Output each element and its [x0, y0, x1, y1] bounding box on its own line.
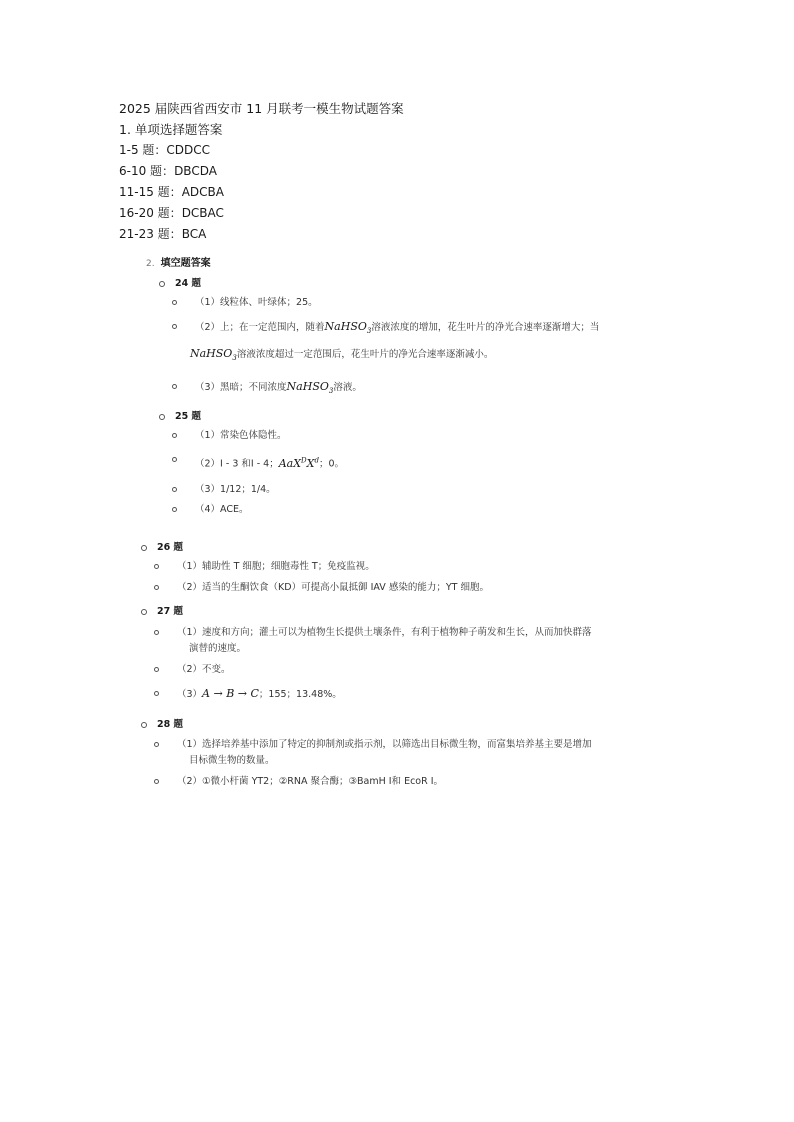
answer-25-4: [195, 502, 249, 518]
mc-range: 16-20 题：: [119, 206, 182, 220]
answer-28-2: [177, 774, 443, 790]
section-fill-heading: [146, 254, 211, 269]
bullet-icon: [172, 384, 177, 389]
answer-text: ；0。: [319, 458, 345, 470]
answer-25-2: [195, 452, 344, 473]
question-label: 26 题: [157, 542, 184, 553]
answer-24-3: [195, 379, 362, 399]
section-mc-heading: 1. 单项选择题答案: [119, 122, 223, 137]
question-label: 28 题: [157, 719, 184, 730]
mc-range: 6-10 题：: [119, 164, 175, 178]
question-25: [159, 408, 201, 422]
mc-answer: DBCDA: [174, 164, 217, 178]
answer-24-1: [195, 295, 318, 311]
bullet-icon: [154, 667, 159, 672]
mc-range: 21-23 题：: [119, 227, 182, 241]
answer-text: 溶液。: [333, 382, 362, 393]
mc-answer: BCA: [181, 227, 207, 241]
bullet-icon: [159, 281, 165, 287]
formula-genotype: $AaX^DX^d$: [278, 456, 319, 470]
bullet-icon: [172, 487, 177, 492]
mc-row: [119, 141, 210, 158]
section-number: 2.: [146, 259, 155, 269]
answer-text: （2）不变。: [177, 664, 231, 675]
mc-range: 11-15 题：: [119, 185, 182, 199]
mc-row: [119, 225, 206, 242]
bullet-icon: [172, 457, 177, 462]
mc-range: 1-5 题：: [119, 143, 167, 157]
doc-title: 2025 届陕西省西安市 11 月联考一模生物试题答案: [119, 101, 404, 116]
answer-text: （1）线粒体、叶绿体；25。: [195, 297, 318, 308]
question-28: [141, 716, 183, 730]
bullet-icon: [154, 630, 159, 635]
bullet-icon: [172, 324, 177, 329]
mc-row: [119, 183, 224, 200]
formula-nahso3: NaHSO$_3$: [286, 380, 334, 396]
answer-text: （4）ACE。: [195, 504, 249, 515]
formula-nahso3: NaHSO$_3$: [324, 320, 372, 336]
bullet-icon: [154, 564, 159, 569]
formula-chain: A → B → C: [202, 687, 259, 700]
question-label: 24 题: [175, 278, 202, 289]
answer-text: （1）选择培养基中添加了特定的抑制剂或指示剂，以筛选出目标微生物，而富集培养基主要是增加: [177, 739, 592, 750]
mc-answer: DCBAC: [181, 206, 224, 220]
section-label: 填空题答案: [160, 258, 211, 269]
answer-text: （2）①微小杆菌 YT2；②RNA 聚合酶；③BamH Ⅰ和 EcoR Ⅰ。: [177, 776, 444, 787]
answer-text: （1）辅助性 T 细胞；细胞毒性 T；免疫监视。: [177, 561, 375, 572]
answer-27-2: [177, 662, 231, 678]
answer-text: （1）速度和方向；灌土可以为植物生长提供土壤条件，有利于植物种子萌发和生长，从而加快群落: [177, 627, 592, 638]
bullet-icon: [141, 609, 147, 615]
answer-text: 演替的速度。: [189, 643, 247, 654]
answer-25-1: [195, 428, 287, 444]
answer-24-2-cont: [190, 346, 493, 366]
answer-text: （3）: [177, 689, 203, 700]
bullet-icon: [159, 414, 165, 420]
answer-28-1: [177, 737, 592, 753]
answer-text: （2）上；在一定范围内，随着: [195, 322, 325, 333]
answer-28-1-cont: [189, 753, 275, 769]
answer-24-2: [195, 319, 599, 339]
mc-answer: ADCBA: [181, 185, 224, 199]
bullet-icon: [154, 779, 159, 784]
question-26: [141, 539, 183, 553]
bullet-icon: [172, 433, 177, 438]
answer-text: 目标微生物的数量。: [189, 755, 275, 766]
mc-answer: CDDCC: [166, 143, 211, 157]
answer-text: 溶液浓度的增加，花生叶片的净光合速率逐渐增大；当: [371, 322, 600, 333]
bullet-icon: [154, 742, 159, 747]
bullet-icon: [141, 545, 147, 551]
answer-27-1: [177, 625, 592, 641]
answer-25-3: [195, 482, 276, 498]
answer-text: 溶液浓度超过一定范围后，花生叶片的净光合速率逐渐减小。: [236, 349, 494, 360]
answer-text: （3）1/12；1/4。: [195, 484, 276, 495]
question-27: [141, 603, 183, 617]
mc-row: [119, 162, 217, 179]
formula-nahso3: NaHSO$_3$: [190, 347, 237, 363]
bullet-icon: [172, 507, 177, 512]
bullet-icon: [154, 691, 159, 696]
answer-text: （2）适当的生酮饮食（KD）可提高小鼠抵御 IAV 感染的能力；YT 细胞。: [177, 582, 489, 593]
answer-26-2: [177, 580, 489, 596]
bullet-icon: [154, 585, 159, 590]
question-24: [159, 275, 201, 289]
bullet-icon: [172, 300, 177, 305]
question-label: 25 题: [175, 411, 202, 422]
answer-text: （1）常染色体隐性。: [195, 430, 287, 441]
answer-27-1-cont: [189, 641, 246, 657]
answer-26-1: [177, 559, 375, 575]
answer-text: ；155；13.48%。: [258, 689, 342, 700]
answer-text: （3）黑暗；不同浓度: [195, 382, 287, 393]
bullet-icon: [141, 722, 147, 728]
question-label: 27 题: [157, 606, 184, 617]
answer-text: （2）Ⅰ - 3 和Ⅰ - 4；: [195, 458, 279, 470]
answer-27-3: [177, 686, 342, 703]
mc-row: [119, 204, 224, 221]
